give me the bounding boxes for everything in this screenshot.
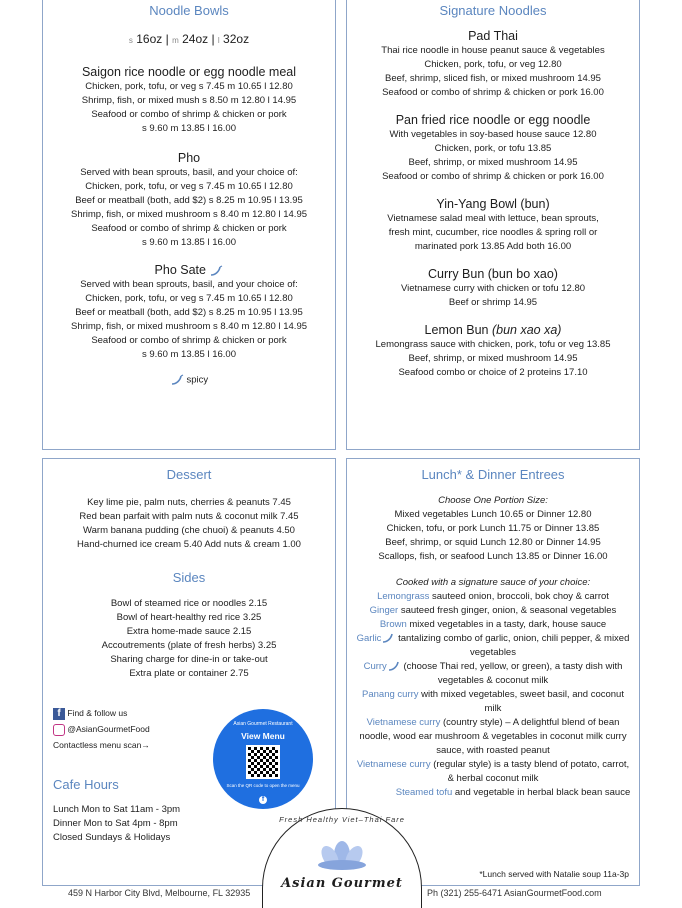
entrees-title: Lunch* & Dinner Entrees [421, 467, 565, 482]
dessert-title: Dessert [166, 467, 212, 482]
sauce-item: Steamed tofu and vegetable in herbal black bean sauce [395, 787, 631, 798]
curry-bun-item: Curry Bun (bun bo xao) Vietnamese curry with chicken or tofu 12.80 Beef or shrimp 14.95 [400, 267, 586, 308]
sides-list [43, 597, 335, 681]
list-item: Extra home-made sauce 2.15 [126, 626, 252, 637]
instagram-icon[interactable] [53, 724, 65, 736]
signature-noodles-panel [346, 0, 640, 450]
pan-fried-item: Pan fried rice noodle or egg noodle With vegetables in soy-based house sauce 12.80 Chicken, pork, or tofu 13.85 Beef, shrimp, or mixed mushroom 14.95 Seafood or combo of shrimp & chicken or pork 16.00 [382, 113, 604, 182]
list-item: Bowl of steamed rice or noodles 2.15 [110, 598, 268, 609]
chili-icon [387, 660, 401, 672]
chili-icon [381, 632, 395, 644]
qr-code[interactable] [246, 745, 280, 779]
pho-sate-item: Pho Sate Served with bean sprouts, basil, and your choice of: Chicken, pork, tofu, or veg s 7.45 m 10.65 l 12.80 Beef or meatball (both, add $2) s 8.25 m 10.95 l 13.95 Shrimp, fish, or mixed mushroom s 8.40 m 12.80 l 14.95 Seafood or combo of shrimp & chicken or pork s 9.60 m 13.85 l 16.00 [70, 263, 308, 360]
qr-menu-badge[interactable]: Asian Gourmet Restaurant View Menu Scan the QR code to open the menu f [213, 709, 313, 809]
sauce-item: Ginger sauteed fresh ginger, onion, & seasonal vegetables [369, 605, 617, 616]
facebook-icon[interactable]: f [53, 708, 65, 720]
sauce-item: Panang curry with mixed vegetables, sweet basil, and coconut milk [362, 689, 624, 714]
list-item: Mixed vegetables Lunch 10.65 or Dinner 12.80 [394, 509, 592, 520]
noodle-bowls-title: Noodle Bowls [149, 3, 229, 18]
list-item: Extra plate or container 2.75 [129, 668, 249, 679]
list-item: Accoutrements (plate of fresh herbs) 3.25 [101, 640, 277, 651]
saigon-item: Saigon rice noodle or egg noodle meal Chicken, pork, tofu, or veg s 7.45 m 10.65 l 12.80 Shrimp, fish, or mixed mush s 8.50 m 12.80 l 14.95 Seafood or combo of shrimp & chicken or pork s 9.60 m 13.85 l 16.00 [43, 64, 335, 136]
sides-title: Sides [172, 570, 206, 585]
pho-item: Pho Served with bean sprouts, basil, and your choice of: Chicken, pork, tofu, or veg s 7.45 m 10.65 l 12.80 Beef or meatball (both, add $2) s 8.25 m 10.95 l 13.95 Shrimp, fish, or mixed mushroom s 8.40 m 12.80 l 14.95 Seafood or combo of shrimp & chicken or pork s 9.60 m 13.85 l 16.00 [43, 150, 335, 250]
entrees-panel: Lunch* & Dinner Entrees Choose One Portion Size: Mixed vegetables Lunch 10.65 or Dinner 12.80 Chicken, tofu, or pork Lunch 11.75 or Dinner 13.85 Beef, shrimp, or squid Lunch 12.80 or Dinner 14.95 Scallops, fish, or seafood Lunch 13.85 or Dinner 16.00 Cooked with a signature sauce of your choice: Lemongrass sauteed onion, broccoli, bok choy & carrot Ginger sauteed fresh ginger, onion, & seasonal vegetables Brown mixed vegetables in a tasty, dark, house sauce Garlic tantalizing combo of garlic, onion, chili pepper, & mixed vegetables Curry (choose Thai red, yellow, or green), a tasty dish with vegetables & coconut milk Panang curry with mixed vegetables, sweet basil, and coconut milk Vietnamese curry (country style) – A delightful blend of bean noodle, wood ear mushroom & vegetables in coconut milk curry sauce, with roasted peanut Vietnamese curry (regular style) is a tasty blend of potato, carrot, & herbal coconut milk Steamed tofu and vegetable in herbal black bean sauce *Lunch served with Natalie soup 11a-3p [346, 458, 640, 886]
hours-title: Cafe Hours [53, 777, 119, 792]
list-item: Red bean parfait with palm nuts & coconut milk 7.45 [79, 511, 299, 522]
signature-title: Signature Noodles [439, 3, 547, 18]
item-name: Pho Sate [154, 263, 206, 277]
contact-info: Ph (321) 255-6471 AsianGourmetFood.com [427, 888, 602, 898]
list-item: Sharing charge for dine-in or take-out [110, 654, 268, 665]
sauce-item: Garlic tantalizing combo of garlic, onion, chili pepper, & mixed vegetables [356, 633, 630, 658]
sauce-item: Brown mixed vegetables in a tasty, dark, house sauce [379, 619, 607, 630]
sauce-item: Lemongrass sauteed onion, broccoli, bok choy & carrot [377, 591, 609, 602]
pad-thai-item: Pad Thai Thai rice noodle in house peanut sauce & vegetables Chicken, pork, tofu, or veg 12.80 Beef, shrimp, sliced fish, or mixed mushroom 14.95 Seafood or combo of shrimp & chicken or pork 16.00 [381, 29, 605, 98]
item-name: Saigon rice noodle or egg noodle meal [81, 65, 297, 79]
spicy-legend: spicy [43, 374, 335, 386]
list-item: Chicken, tofu, or pork Lunch 11.75 or Dinner 13.85 [386, 523, 600, 534]
address: 459 N Harbor City Blvd, Melbourne, FL 32935 [68, 888, 251, 898]
list-item: Scallops, fish, or seafood Lunch 13.85 or Dinner 16.00 [378, 551, 608, 562]
logo-name: Asian Gourmet [281, 876, 403, 891]
sauce-item: Vietnamese curry (regular style) is a tasty blend of potato, carrot, & herbal coconut milk [356, 759, 630, 784]
facebook-icon: f [259, 796, 267, 804]
noodle-bowls-panel [42, 0, 336, 450]
sauce-item: Curry (choose Thai red, yellow, or green), a tasty dish with vegetables & coconut milk [363, 661, 623, 686]
list-item: Beef, shrimp, or squid Lunch 12.80 or Dinner 14.95 [385, 537, 601, 548]
lemon-bun-item: Lemon Bun (bun xao xa) Lemongrass sauce with chicken, pork, tofu or veg 13.85 Beef, shrimp, or mixed mushroom 14.95 Seafood combo or choice of 2 proteins 17.10 [375, 323, 611, 378]
list-item: Warm banana pudding (che chuoi) & peanuts 4.50 [83, 525, 295, 536]
item-name: Pho [177, 151, 201, 165]
yin-yang-item: Yin-Yang Bowl (bun) Vietnamese salad meal with lettuce, bean sprouts, fresh mint, cucumber, rice noodles & spring roll or marinated pork 13.85 Add both 16.00 [387, 197, 599, 252]
social-block: f Find & follow us @AsianGourmetFood Contactless menu scan→ [53, 707, 150, 750]
list-item: Bowl of heart-healthy red rice 3.25 [116, 612, 262, 623]
logo: Fresh Healthy Viet–Thai Fare Asian Gourmet [262, 808, 422, 908]
chili-icon [170, 374, 184, 386]
list-item: Hand-churned ice cream 5.40 Add nuts & cream 1.00 [77, 539, 301, 550]
hours-list: Lunch Mon to Sat 11am - 3pm Dinner Mon to Sat 4pm - 8pm Closed Sundays & Holidays [53, 804, 181, 843]
lunch-note: *Lunch served with Natalie soup 11a-3p [479, 869, 629, 879]
chili-icon [209, 265, 223, 277]
sauce-item: Vietnamese curry (country style) – A delightful blend of bean noodle, wood ear mushroom & vegetables in coconut milk curry sauce, with roasted peanut [359, 717, 627, 756]
list-item: Key lime pie, palm nuts, cherries & peanuts 7.45 [87, 497, 291, 508]
dessert-list [43, 496, 335, 552]
lotus-icon [312, 831, 372, 871]
size-options: s 16oz | m 24oz | l 32oz [128, 32, 250, 46]
